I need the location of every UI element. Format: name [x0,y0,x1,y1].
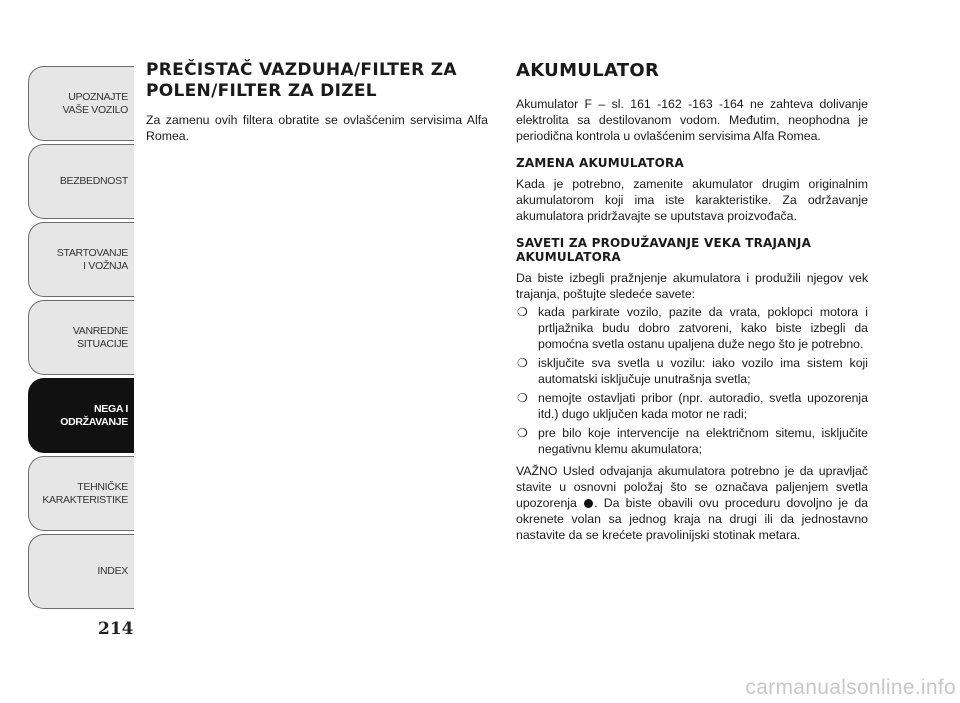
battery-life-text: Da biste izbegli pražnjenje akumulatora i produžili njegov vek trajanja, poštujte sledeće savete: [516,271,868,301]
battery-title: AKUMULATOR [516,60,660,81]
tab-label: BEZBEDNOST [59,175,128,187]
tab-index[interactable] [28,534,134,609]
list-item-text: pre bilo koje intervencije na električnom sitemu, isključite negativnu klemu akumulatora; [538,426,868,456]
tab-label: INDEX [97,565,128,577]
tab-label: NEGA I ODRŽAVANJE [60,402,128,428]
battery-life-heading: SAVETI ZA PRODUŽAVANJE VEKA TRAJANJA AKUMULATORA [516,236,812,264]
filter-section-text: Za zamenu ovih filtera obratite se ovlašćenim servisima Alfa Romea. [146,113,488,143]
watermark: carmanualsonline.info [745,676,956,699]
list-item-text: isključite sva svetla u vozilu: iako vozilo ima sistem koji automatski isključuje unutrašnja svetla; [538,356,868,386]
chapter-tabs [28,66,134,612]
tab-upoznajte-vase-vozilo[interactable] [28,66,134,141]
tab-tehnicke-karakteristike[interactable] [28,456,134,531]
tab-label: STARTOVANJE I VOŽNJA [56,246,128,272]
steering-warning-icon [584,499,593,508]
tab-label: UPOZNAJTE VAŠE VOZILO [62,90,128,116]
tab-vanredne-situacije[interactable] [28,300,134,375]
tab-startovanje-i-voznja[interactable] [28,222,134,297]
battery-intro: Akumulator F – sl. 161 -162 -163 -164 ne zahteva dolivanje elektrolita sa destilovanom vodom. Međutim, neophodna je periodična kontrola u ovlašćenim servisima Alfa Romea. [516,97,868,143]
important-note [516,463,868,543]
list-item [516,425,868,457]
list-item [516,390,868,422]
bullet-circle-icon: ❍ [517,391,528,405]
right-column [516,60,868,543]
tab-nega-i-odrzavanje[interactable] [28,378,134,453]
list-item-text: kada parkirate vozilo, pazite da vrata, poklopci motora i prtljažnika budu dobro zatvoreni, kako biste izbegli da pomoćna svetla ostanu upaljena duže nego što je potrebno. [538,305,868,351]
bullet-circle-icon: ❍ [517,356,528,370]
list-item [516,355,868,387]
left-column [146,60,488,144]
tab-label: VANREDNE SITUACIJE [72,324,128,350]
battery-tips-list [516,304,868,457]
bullet-circle-icon: ❍ [517,426,528,440]
bullet-circle-icon: ❍ [517,305,528,319]
tab-label: TEHNIČKE KARAKTERISTIKE [42,480,128,506]
battery-replacement-text: Kada je potrebno, zamenite akumulator drugim originalnim akumulatorom koji ima iste karakteristike. Za održavanje akumulatora pridržavajte se uputstava proizvođača. [516,177,868,223]
list-item [516,304,868,352]
note-text-end: . Da biste obavili ovu proceduru dovoljno je da okrenete volan sa jednog kraja na drugi ili da jednostavno nastavite da se krećete pravolinijski stotinak metara. [516,496,868,542]
filter-section-title: PREČISTAČ VAZDUHA/FILTER ZA POLEN/FILTER ZA DIZEL [146,60,457,101]
list-item-text: nemojte ostavljati pribor (npr. autoradio, svetla upozorenja itd.) dugo uključen kada motor ne radi; [538,391,868,421]
note-text-start: VAŽNO Usled odvajanja akumulatora potrebno je da upravljač stavite u osnovni položaj što se označava paljenjem svetla upozorenja [516,464,868,510]
page-number: 214 [98,619,134,639]
tab-bezbednost[interactable] [28,144,134,219]
battery-replacement-heading: ZAMENA AKUMULATORA [516,156,684,170]
